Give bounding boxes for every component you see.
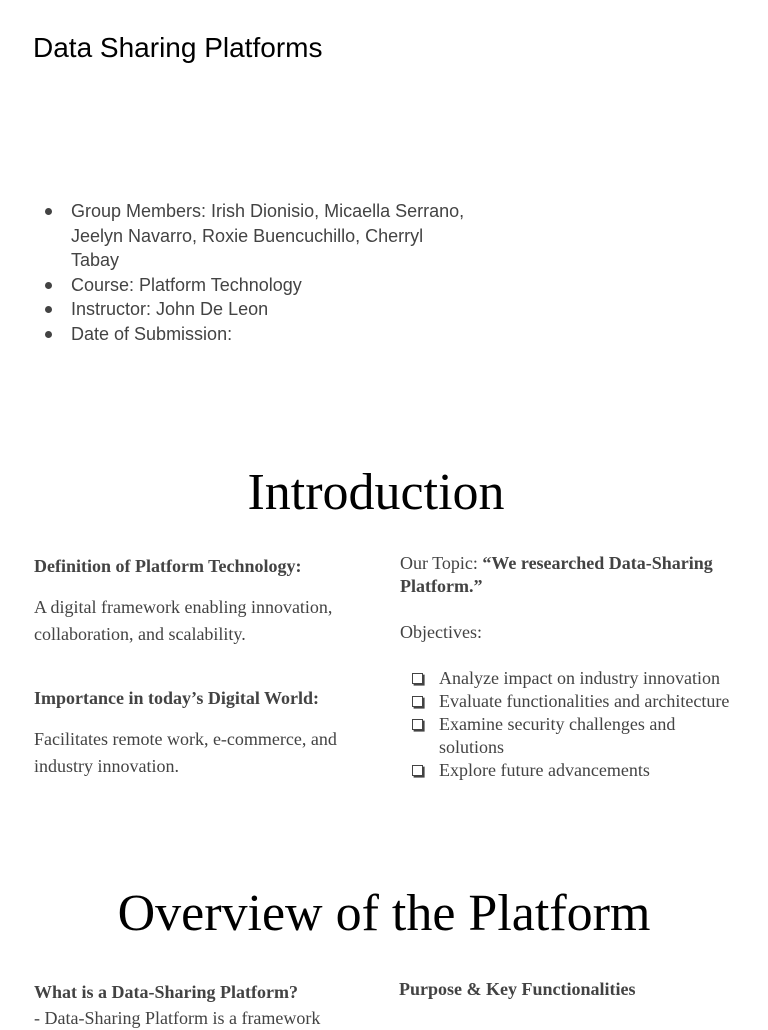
- instructor-text: Instructor: John De Leon: [71, 299, 269, 320]
- course-text: Course: Platform Technology: [71, 274, 302, 295]
- question-text: - Data-Sharing Platform is a framework: [34, 1008, 321, 1028]
- document-title: Data Sharing Platforms: [33, 32, 323, 63]
- introduction-heading: Introduction: [247, 464, 505, 521]
- objective-text: Analyze impact on industry innovation: [439, 668, 720, 688]
- list-item: [40, 273, 470, 298]
- submission-date-text: Date of Submission:: [71, 323, 233, 344]
- objective-item: [400, 759, 760, 782]
- bullet-icon: [45, 306, 52, 313]
- objective-item: [400, 690, 760, 713]
- bullet-icon: [45, 208, 52, 215]
- topic-text: “We researched Data-Sharing Platform.”: [400, 553, 713, 596]
- checkbox-icon: [412, 719, 423, 730]
- overview-heading: Overview of the Platform: [117, 885, 651, 942]
- definition-text: A digital framework enabling innovation, collaboration, and scalability.: [34, 597, 333, 644]
- topic-prefix: Our Topic:: [400, 553, 483, 573]
- objective-text: Evaluate functionalities and architecture: [439, 691, 730, 711]
- bullet-icon: [45, 331, 52, 338]
- checkbox-icon: [412, 696, 423, 707]
- question-label: What is a Data-Sharing Platform?: [34, 982, 298, 1002]
- list-item: [40, 322, 470, 347]
- list-item: [40, 199, 470, 273]
- objective-item: [400, 713, 760, 759]
- objectives-label: Objectives:: [400, 622, 482, 642]
- list-item: [40, 297, 470, 322]
- info-list: [40, 199, 470, 347]
- objectives-list: [400, 667, 760, 782]
- objective-item: [400, 667, 760, 690]
- bullet-icon: [45, 282, 52, 289]
- objective-text: Examine security challenges and solutions: [439, 714, 676, 757]
- importance-label: Importance in today’s Digital World:: [34, 688, 320, 708]
- topic-line: [400, 552, 750, 598]
- definition-label: Definition of Platform Technology:: [34, 556, 302, 576]
- importance-text: Facilitates remote work, e-commerce, and industry innovation.: [34, 729, 337, 776]
- checkbox-icon: [412, 765, 423, 776]
- purpose-label: Purpose & Key Functionalities: [399, 979, 636, 999]
- group-members-text: Group Members: Irish Dionisio, Micaella Serrano, Jeelyn Navarro, Roxie Buencuchillo, Cherryl Tabay: [71, 201, 465, 271]
- objective-text: Explore future advancements: [439, 760, 650, 780]
- checkbox-icon: [412, 673, 423, 684]
